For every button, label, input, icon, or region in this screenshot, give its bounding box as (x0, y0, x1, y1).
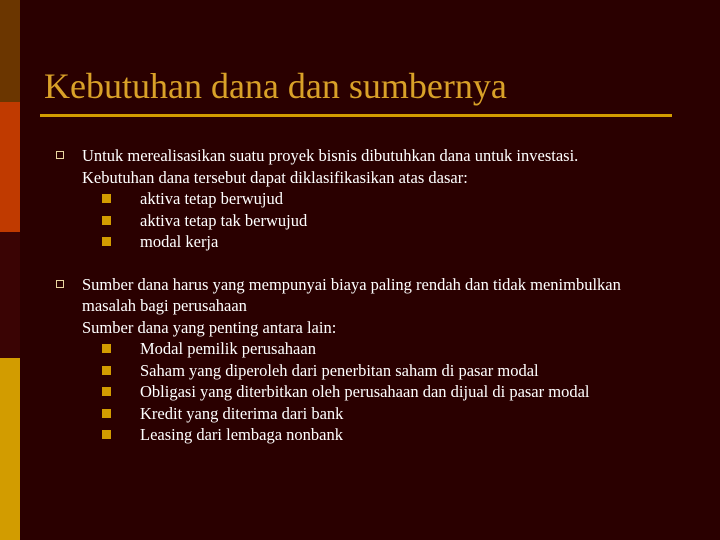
bullet-text-line: Sumber dana yang penting antara lain: (82, 317, 337, 337)
sub-bullet-label: Saham yang diperoleh dari penerbitan saham di pasar modal (140, 360, 539, 380)
filled-square-icon (102, 387, 111, 396)
sub-bullet-label: Obligasi yang diterbitkan oleh perusahaan dan dijual di pasar modal (140, 382, 590, 401)
slide-title: Kebutuhan dana dan sumbernya (44, 66, 507, 106)
decorative-strip-orange (0, 102, 20, 232)
filled-square-icon (102, 216, 111, 225)
title-underline (40, 114, 672, 117)
sub-bullet-label: Kredit yang diterima dari bank (140, 403, 344, 423)
bullet-text-line: masalah bagi perusahaan (82, 296, 247, 315)
filled-square-icon (102, 237, 111, 246)
decorative-strip-dark (0, 232, 20, 358)
sub-bullet-item (82, 403, 706, 425)
sub-bullet-label: modal kerja (140, 232, 219, 251)
filled-square-icon (102, 194, 111, 203)
sub-bullet-item (82, 360, 706, 382)
sub-bullet-item (82, 188, 706, 210)
bullet-investment-needs (56, 145, 706, 253)
sub-bullet-item (82, 210, 706, 232)
sub-bullet-label: Leasing dari lembaga nonbank (140, 425, 343, 444)
sub-bullet-item (82, 424, 706, 446)
slide-content (56, 145, 706, 446)
filled-square-icon (102, 344, 111, 353)
filled-square-icon (102, 409, 111, 418)
decorative-strip-brown (0, 0, 20, 102)
hollow-square-icon (56, 151, 64, 159)
filled-square-icon (102, 366, 111, 375)
bullet-text-line: Kebutuhan dana tersebut dapat diklasifikasikan atas dasar: (82, 167, 468, 187)
sub-bullet-item (82, 231, 706, 253)
sub-bullet-item (82, 381, 706, 403)
sub-bullet-label: aktiva tetap berwujud (140, 189, 283, 208)
sub-bullet-label: aktiva tetap tak berwujud (140, 210, 308, 230)
bullet-funding-sources (56, 274, 706, 446)
sub-bullet-label: Modal pemilik perusahaan (140, 339, 316, 358)
bullet-text-line: Sumber dana harus yang mempunyai biaya paling rendah dan tidak menimbulkan (82, 274, 621, 294)
decorative-strip-gold (0, 358, 20, 540)
sub-bullet-item (82, 338, 706, 360)
filled-square-icon (102, 430, 111, 439)
hollow-square-icon (56, 280, 64, 288)
bullet-text-line: Untuk merealisasikan suatu proyek bisnis dibutuhkan dana untuk investasi. (82, 146, 579, 165)
